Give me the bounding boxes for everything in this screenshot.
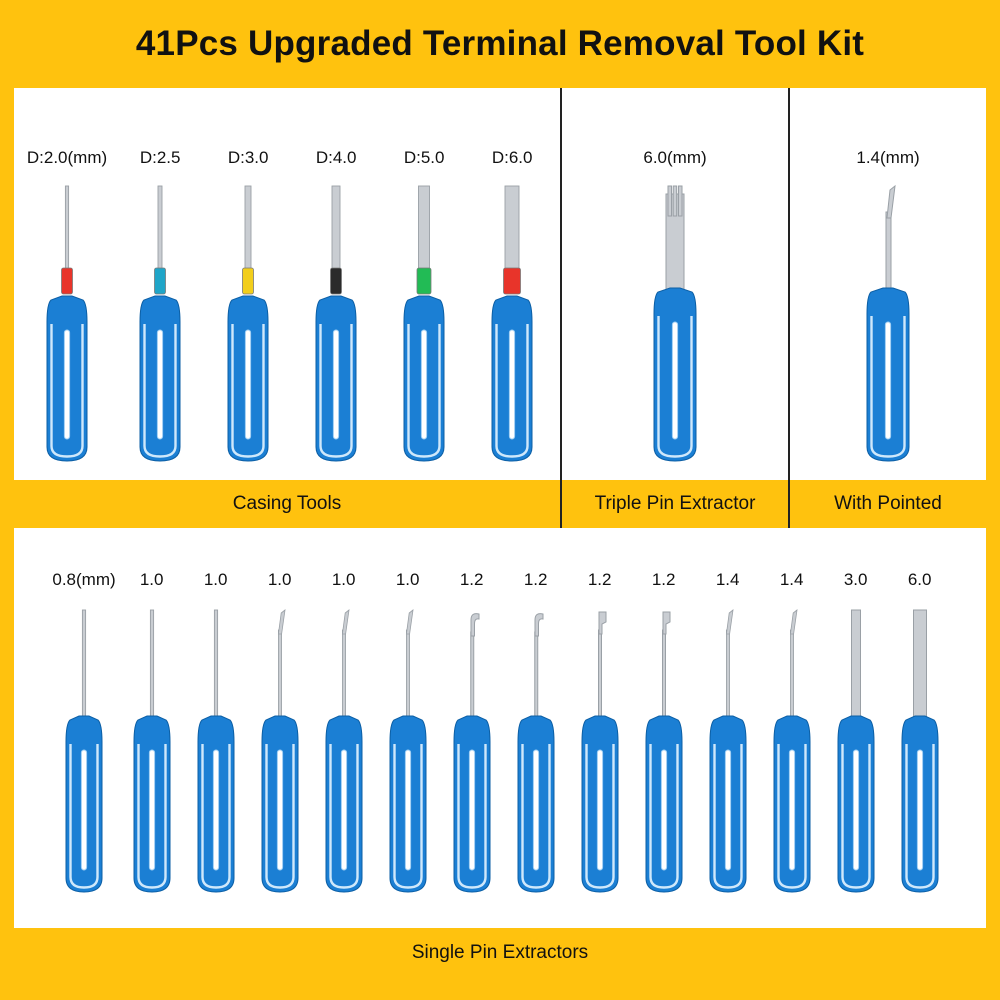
tool-size-label: D:3.0	[227, 148, 269, 167]
tool-size-label: D:2.0(mm)	[26, 148, 108, 167]
tool-illustration	[188, 598, 244, 898]
tool-item	[316, 570, 372, 898]
tool-item	[389, 148, 459, 466]
tool-size-label: 1.4(mm)	[856, 148, 920, 167]
tool-size-label: 1.2	[523, 570, 548, 589]
tool-size-label: D:6.0	[491, 148, 533, 167]
panel-single-pin-extractors	[14, 528, 986, 928]
top-panels	[14, 88, 986, 480]
tool-illustration	[124, 598, 180, 898]
caption-with-pointed: With Pointed	[788, 480, 986, 528]
tool-size-label: D:2.5	[139, 148, 181, 167]
panel-triple-pin-extractor	[560, 88, 788, 480]
tool-size-label: 1.2	[459, 570, 484, 589]
tool-illustration	[477, 176, 547, 466]
tool-size-label: 1.0	[331, 570, 356, 589]
tool-size-label: 1.0	[267, 570, 292, 589]
tool-item	[764, 570, 820, 898]
caption-single-pin-extractors: Single Pin Extractors	[14, 928, 986, 978]
tool-size-label: 1.0	[139, 570, 164, 589]
tool-illustration	[125, 176, 195, 466]
tool-illustration	[843, 176, 933, 466]
page-title: 41Pcs Upgraded Terminal Removal Tool Kit	[135, 24, 865, 63]
tool-size-label: 1.4	[715, 570, 740, 589]
panel-casing-tools	[14, 88, 560, 480]
tool-illustration	[380, 598, 436, 898]
tool-illustration	[700, 598, 756, 898]
tool-illustration	[828, 598, 884, 898]
tool-size-label: 6.0	[907, 570, 932, 589]
tool-item	[843, 148, 933, 466]
panel-with-pointed	[788, 88, 986, 480]
triple-pin-tools-list	[562, 88, 788, 480]
tool-size-label: 1.0	[203, 570, 228, 589]
tool-illustration	[252, 598, 308, 898]
tool-illustration	[764, 598, 820, 898]
tool-illustration	[56, 598, 112, 898]
tool-item	[124, 570, 180, 898]
tool-size-label: D:5.0	[403, 148, 445, 167]
tool-item	[213, 148, 283, 466]
header-bar	[0, 0, 1000, 88]
tool-item	[477, 148, 547, 466]
tool-size-label: 1.4	[779, 570, 804, 589]
tool-item	[508, 570, 564, 898]
tool-item	[27, 148, 107, 466]
tool-illustration	[636, 598, 692, 898]
tool-size-label: 3.0	[843, 570, 868, 589]
tool-illustration	[389, 176, 459, 466]
tool-item	[252, 570, 308, 898]
tool-illustration	[301, 176, 371, 466]
casing-tools-list	[14, 88, 560, 480]
tool-item	[125, 148, 195, 466]
tool-size-label: 1.2	[651, 570, 676, 589]
tool-size-label: 0.8(mm)	[52, 570, 116, 589]
tool-item	[630, 148, 720, 466]
caption-casing-tools: Casing Tools	[232, 493, 342, 514]
tool-illustration	[508, 598, 564, 898]
tool-illustration	[444, 598, 500, 898]
tool-illustration	[32, 176, 102, 466]
tool-illustration	[630, 176, 720, 466]
tool-item	[828, 570, 884, 898]
tool-item	[301, 148, 371, 466]
tool-size-label: D:4.0	[315, 148, 357, 167]
tool-item	[444, 570, 500, 898]
tool-illustration	[892, 598, 948, 898]
tool-item	[892, 570, 948, 898]
tool-size-label: 1.2	[587, 570, 612, 589]
top-caption-row	[14, 480, 986, 528]
tool-size-label: 1.0	[395, 570, 420, 589]
tool-size-label: 6.0(mm)	[643, 148, 707, 167]
tool-item	[380, 570, 436, 898]
tool-item	[188, 570, 244, 898]
tool-illustration	[572, 598, 628, 898]
caption-triple-pin-extractor: Triple Pin Extractor	[560, 480, 788, 528]
single-pin-tools-list	[14, 528, 986, 928]
tool-item	[52, 570, 115, 898]
tool-item	[636, 570, 692, 898]
pointed-tools-list	[790, 88, 986, 480]
tool-illustration	[213, 176, 283, 466]
tool-item	[572, 570, 628, 898]
tool-item	[700, 570, 756, 898]
tool-illustration	[316, 598, 372, 898]
